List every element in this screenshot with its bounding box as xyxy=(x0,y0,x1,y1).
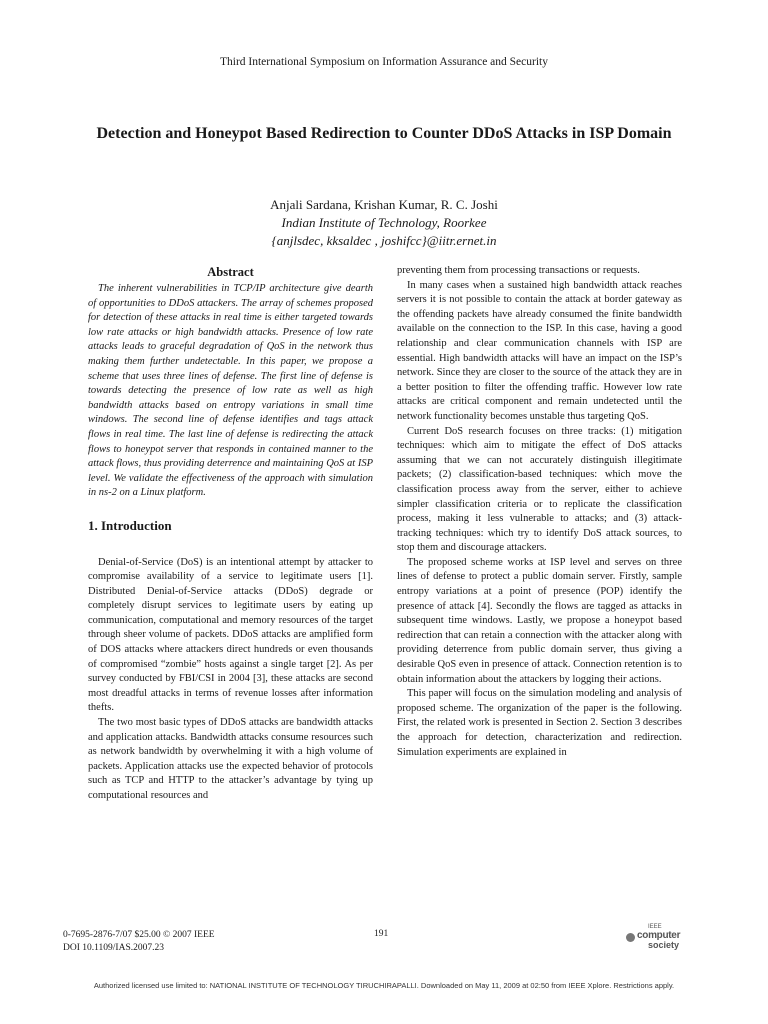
section-heading-introduction: 1. Introduction xyxy=(88,517,172,533)
paper-title: Detection and Honeypot Based Redirection to Counter DDoS Attacks in ISP Domain xyxy=(96,125,672,142)
license-notice: Authorized licensed use limited to: NATIONAL INSTITUTE OF TECHNOLOGY TIRUCHIRAPALLI. Downloaded on May 11, 2009 at 02:50 from IEEE Xplore. Restrictions apply. xyxy=(93,981,675,990)
logo-word-society: society xyxy=(648,940,680,950)
left-column xyxy=(88,264,373,804)
paragraph: This paper will focus on the simulation modeling and analysis of proposed scheme. The organization of the paper is the following. First, the related work is presented in Section 2. Section 3 describes the approach for detection, characterization and redirection. Simulation experiments are explained in xyxy=(397,688,682,758)
logo-ieee-text: IEEE xyxy=(648,924,662,930)
page-number: 191 xyxy=(374,929,389,939)
paragraph: In many cases when a sustained high bandwidth attack reaches servers it is not possible to contain the attack at border gateway as the offending packets have already consumed the finite bandwidth available on the connection to the ISP. In this case, having a good relationship and clear communication channels with ISP are essential. High bandwidth attacks will have an impact on the ISP’s network. Since they are closer to the source of the attack they are in a better position to filter the offending traffic. However low rate attacks are critical component and remain undetected until the network functionality becomes unstable thus targeting QoS. xyxy=(397,279,682,422)
paragraph: Denial-of-Service (DoS) is an intentional attempt by attacker to compromise availability of a service to legitimate users [1]. Distributed Denial-of-Service attacks (DDoS) degrade or completely disrupt services to legitimate users by eating up communication, computational and memory resources of the target through sheer volume of packets. DDoS attacks are amplified form of DOS attacks where attackers direct hundreds or even thousands of compromised “zombie” hosts against a single target [2]. As per survey conducted by FBI/CSI in 2004 [3], these attacks are second most dreadful attacks in terms of revenue losses after information thefts. xyxy=(88,556,373,714)
logo-circle-icon xyxy=(626,933,635,942)
abstract-text: The inherent vulnerabilities in TCP/IP architecture give dearth of opportunities to DDoS attackers. The array of schemes proposed for detection of these attacks in real time is either targeted towards low rate attacks or high bandwidth attacks. Presence of low rate attacks leads to graceful degradation of QoS in the network thus making them further undetectable. In this paper, we propose a scheme that uses three lines of defense. The first line of defense is towards detecting the presence of low rate as well as high bandwidth attacks based on entropy variations in small time windows. The second line of defense identifies and tags attack flows in real time. The last line of defense is redirecting the attack flows to honeypot server that responds in contained manner to the attack flows, thus providing deterrence and maintaining QoS at ISP level. We validate the effectiveness of the approach with simulation in ns-2 on a Linux platform. xyxy=(88,283,373,499)
paragraph: Current DoS research focuses on three tracks: (1) mitigation techniques: which aim to mitigate the effect of DoS attacks assuming that we can not accurately distinguish illegitimate packets; (2) classification-based techniques: which move the classification process away from the server, either to achieve simpler classification criteria or to replicate the classification process, making it less vulnerable to attacks; and (3) attack-tracking techniques: which try to identify DoS attack sources, to stop them and discourage attackers. xyxy=(397,425,682,554)
logo-word-computer: computer xyxy=(637,930,681,941)
paragraph: preventing them from processing transactions or requests. xyxy=(397,265,640,276)
copyright-footer xyxy=(63,929,215,955)
ieee-computer-society-logo xyxy=(626,924,698,950)
affiliation: Indian Institute of Technology, Roorkee xyxy=(281,215,487,230)
paragraph: The proposed scheme works at ISP level and serves on three lines of defense to protect a public domain server. Firstly, sample entropy variations at a point of presence (POP) identify the presence of attack [4]. Secondly the flows are tagged as attacks in subsequent time windows. Lastly, we propose a honeypot based redirection that can retain a connection with the attacker along with providing deterrence from public domain server, thus giving a desirable QoS even in presence of attack. Connection retention is to obtain information about the attackers by logging their actions. xyxy=(397,556,682,685)
author-emails: {anjlsdec, kksaldec , joshifcc}@iitr.ernet.in xyxy=(271,233,497,248)
author-block xyxy=(0,196,768,250)
right-column xyxy=(397,264,682,760)
paragraph: The two most basic types of DDoS attacks are bandwidth attacks and application attacks. Bandwidth attacks consume resources such as network bandwidth by overwhelming it with a high volume of packets. Application attacks use the expected behavior of protocols such as TCP and HTTP to the attacker’s advantage by tying up computational resources and xyxy=(88,717,373,801)
author-names: Anjali Sardana, Krishan Kumar, R. C. Joshi xyxy=(270,197,498,212)
conference-header: Third International Symposium on Information Assurance and Security xyxy=(219,56,548,68)
doi: DOI 10.1109/IAS.2007.23 xyxy=(63,943,164,953)
abstract-heading: Abstract xyxy=(207,265,254,279)
isbn-price-copyright: 0-7695-2876-7/07 $25.00 © 2007 IEEE xyxy=(63,930,215,940)
